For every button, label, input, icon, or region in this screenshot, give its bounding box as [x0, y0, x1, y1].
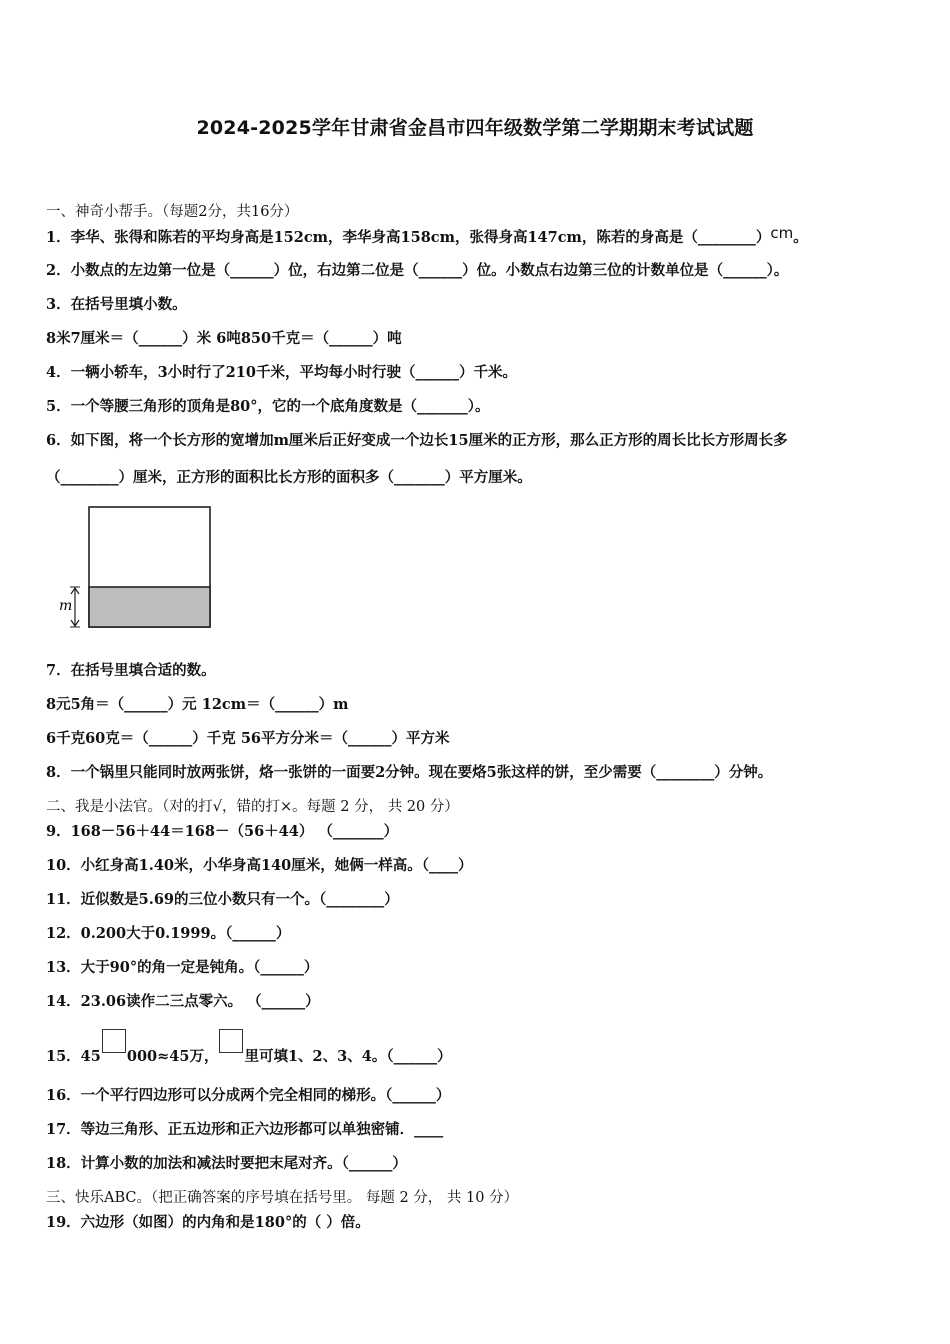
question-10: 10．小红身高1.40米，小华身高140厘米，她俩一样高。（____） [46, 857, 473, 874]
question-1-end: 。 [793, 229, 808, 246]
question-1-unit: cm [770, 224, 794, 242]
section-1-heading: 一、神奇小帮手。（每题2分，共16分） [46, 204, 299, 220]
blank-box [219, 1029, 243, 1053]
question-7-items-b: 6千克60克＝（______）千克 56平方分米＝（______）平方米 [46, 730, 450, 747]
question-3: 3．在括号里填小数。 [46, 296, 187, 313]
question-9: 9．168－56＋44＝168－（56＋44） （_______） [46, 823, 399, 840]
question-1 [46, 224, 808, 248]
page-title: 2024-2025学年甘肃省金昌市四年级数学第二学期期末考试试题 [196, 117, 754, 139]
question-11: 11．近似数是5.69的三位小数只有一个。（________） [46, 891, 399, 908]
question-6: 6．如下图，将一个长方形的宽增加m厘米后正好变成一个边长15厘米的正方形，那么正方形的周长比长方形周长多 [46, 432, 788, 449]
question-15 [46, 1039, 452, 1067]
question-19: 19．六边形（如图）的内角和是180°的（ ）倍。 [46, 1214, 370, 1231]
question-13: 13．大于90°的角一定是钝角。（______） [46, 959, 319, 976]
question-3-items: 8米7厘米＝（______）米 6吨850千克＝（______）吨 [46, 330, 402, 347]
rectangle-square-figure [56, 500, 216, 635]
question-18: 18．计算小数的加法和减法时要把末尾对齐。（______） [46, 1155, 407, 1172]
question-15-part-c: 里可填1、2、3、4。（______） [244, 1048, 452, 1065]
question-6-continued: （________）厘米，正方形的面积比长方形的面积多（_______）平方厘米。 [46, 469, 532, 486]
section-3-heading: 三、快乐ABC。（把正确答案的序号填在括号里。 每题 2 分， 共 10 分） [46, 1190, 519, 1206]
question-4: 4．一辆小轿车，3小时行了210千米，平均每小时行驶（______）千米。 [46, 364, 517, 381]
question-14: 14．23.06读作二三点零六。 （______） [46, 993, 320, 1010]
question-12: 12．0.200大于0.1999。（______） [46, 925, 291, 942]
question-5: 5．一个等腰三角形的顶角是80°，它的一个底角度数是（_______）。 [46, 398, 490, 415]
question-17: 17．等边三角形、正五边形和正六边形都可以单独密铺．____ [46, 1121, 444, 1138]
question-15-part-a: 15．45 [46, 1048, 101, 1065]
question-1-text: 1．李华、张得和陈若的平均身高是152cm，李华身高158cm，张得身高147cm，陈若的身高是（________） [46, 229, 771, 246]
question-16: 16．一个平行四边形可以分成两个完全相同的梯形。（______） [46, 1087, 451, 1104]
question-15-part-b: 000≈45万， [126, 1048, 219, 1065]
question-8: 8．一个锅里只能同时放两张饼，烙一张饼的一面要2分钟。现在要烙5张这样的饼，至少需要（________）分钟。 [46, 764, 773, 781]
question-7: 7．在括号里填合适的数。 [46, 662, 216, 679]
question-7-items-a: 8元5角＝（______）元 12cm＝（______）m [46, 696, 349, 713]
added-strip [89, 587, 210, 627]
blank-box [102, 1029, 126, 1053]
dimension-label-m: m [59, 598, 73, 614]
section-2-heading: 二、我是小法官。（对的打√，错的打×。每题 2 分， 共 20 分） [46, 799, 459, 815]
question-2: 2．小数点的左边第一位是（______）位，右边第二位是（______）位。小数点右边第三位的计数单位是（______）。 [46, 262, 789, 279]
